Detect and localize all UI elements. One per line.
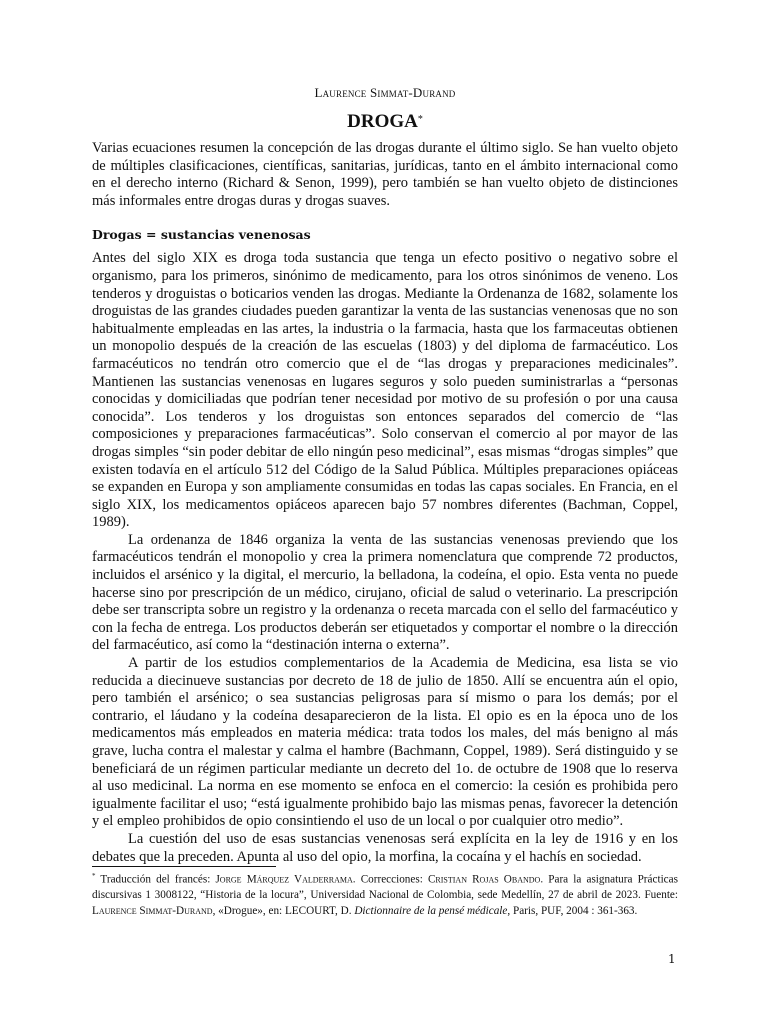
footnote-text-5: , Paris, PUF, 2004 : 361-363. <box>507 904 638 917</box>
title-footnote-marker: * <box>417 114 423 125</box>
author-name: Laurence Simmat-Durand <box>314 85 456 100</box>
title-text: DROGA <box>347 111 418 132</box>
footnote-divider <box>92 866 276 867</box>
page-number: 1 <box>668 952 676 966</box>
document-title <box>92 110 678 134</box>
document-body <box>92 84 678 866</box>
footnote-source-title: Dictionnaire de la pensé médicale <box>354 904 508 917</box>
section-heading: Drogas = sustancias venenosas <box>92 227 311 243</box>
footnote-marker: * <box>92 872 96 880</box>
paragraph-2: La ordenanza de 1846 organiza la venta de las sustancias venenosas previendo que los farmacéuticos tendrán el monopolio y crea la primera nomenclatura que comprende 72 productos, incluidos el arsénico y la digital, el mercurio, la belladona, la codeína, el opio. Esta venta no puede hacerse sino por prescripción de un médico, cirujano, oficial de salud o veterinario. La prescripción debe ser transcripta sobre un registro y la ordenanza o receta marcada con el sello del farmacéutico y con la fecha de entrega. Los productos deberán ser etiquetados y comportar el nombre o la dirección del farmacéutico, así como la “destinación interna o externa”. <box>92 531 678 654</box>
paragraph-1: Antes del siglo XIX es droga toda sustancia que tenga un efecto positivo o negativo sobre el organismo, para los primeros, sinónimo de medicamento, para los otros sinónimos de veneno. Los tenderos y droguistas o boticarios venden las drogas. Mediante la Ordenanza de 1682, solamente los droguistas de las grandes ciudades pueden garantizar la venta de las sustancias venenosas que no son habitualmente empleadas en las artes, la industria o la farmacia, hasta que los farmaceutas obtienen un monopolio después de la creación de las escuelas (1803) y del diploma de farmacéutico. Los farmacéuticos no tendrán otro comercio que el de “las drogas y preparaciones medicinales”. Mantienen las sustancias venenosas en lugares seguros y solo pueden suministrarlas a “personas conocidas y domiciliadas que podrían tener necesidad por motivo de su profesión o por una causa conocida”. Los tenderos y los droguistas son entonces separados del comercio de “las composiciones y preparaciones farmacéuticas”. Solo conservan el comercio al por mayor de las drogas simples “sin poder debitar de ello ningún peso medicinal”, esas mismas “drogas simples” que existen todavía en el artículo 512 del Código de la Salud Pública. Múltiples preparaciones opiáceas se expanden en Europa y son ampliamente consumidas en todas las capas sociales. En Francia, en el siglo XIX, los medicamentos opiáceos aparecen bajo 57 nombres diferentes (Bachman, Coppel, 1989). <box>92 250 678 531</box>
paragraph-3: A partir de los estudios complementarios de la Academia de Medicina, esa lista se vio reducida a diecinueve sustancias por decreto de 18 de julio de 1850. Allí se encuentra aún el opio, pero también el arsénico; o sea sustancias peligrosas para sí mismo o para los demás; por el contrario, el láudano y la codeína desaparecieron de la lista. El opio es en la época uno de los medicamentos más empleados en materia médica: trata todos los males, del más benigno al más grave, lucha contra el malestar y calma el hambre (Bachmann, Coppel, 1989). Será distinguido y se beneficiará de un régimen particular mediante un decreto del 1o. de octubre de 1908 que lo reserva al uso medicinal. La norma en ese momento se enfoca en el comercio: la cesión es prohibida pero igualmente facilitar el uso; “está igualmente prohibido bajo las mismas penas, favorecer la detención y el empleo prohibidos de opio consintiendo el uso de un local o por cualquier otro medio”. <box>92 655 678 830</box>
intro-paragraph: Varias ecuaciones resumen la concepción de las drogas durante el último siglo. Se han vuelto objeto de múltiples clasificaciones, científicas, sanitarias, jurídicas, tanto en el ámbito internacional como en el derecho interno (Richard & Senon, 1999), pero también se han vuelto objeto de distinciones más informales entre drogas duras y drogas suaves. <box>92 140 678 209</box>
footnote-text-1: Traducción del francés: <box>95 873 216 886</box>
footnote-text-3: . Para la asignatura Prácticas discursivas 1 3008122, “Historia de la locura”, Universidad Nacional de Colombia, sede Medellín, 27 de abril de 2023. Fuente: <box>92 873 678 902</box>
paragraph-4: La cuestión del uso de esas sustancias venenosas será explícita en la ley de 1916 y en los debates que la preceden. Apunta al uso del opio, la morfina, la cocaína y el hachís en sociedad. <box>92 830 678 865</box>
footnote-corrector: Cristian Rojas Obando <box>427 873 541 886</box>
footnote-text-4: , «Drogue», en: LECOURT, D. <box>212 904 355 917</box>
footnote <box>92 869 678 919</box>
footnote-translator: Jorge Márquez Valderrama <box>215 873 353 886</box>
footnote-source-author: Laurence Simmat-Durand <box>92 904 213 917</box>
footnote-text-2: . Correcciones: <box>352 873 428 886</box>
